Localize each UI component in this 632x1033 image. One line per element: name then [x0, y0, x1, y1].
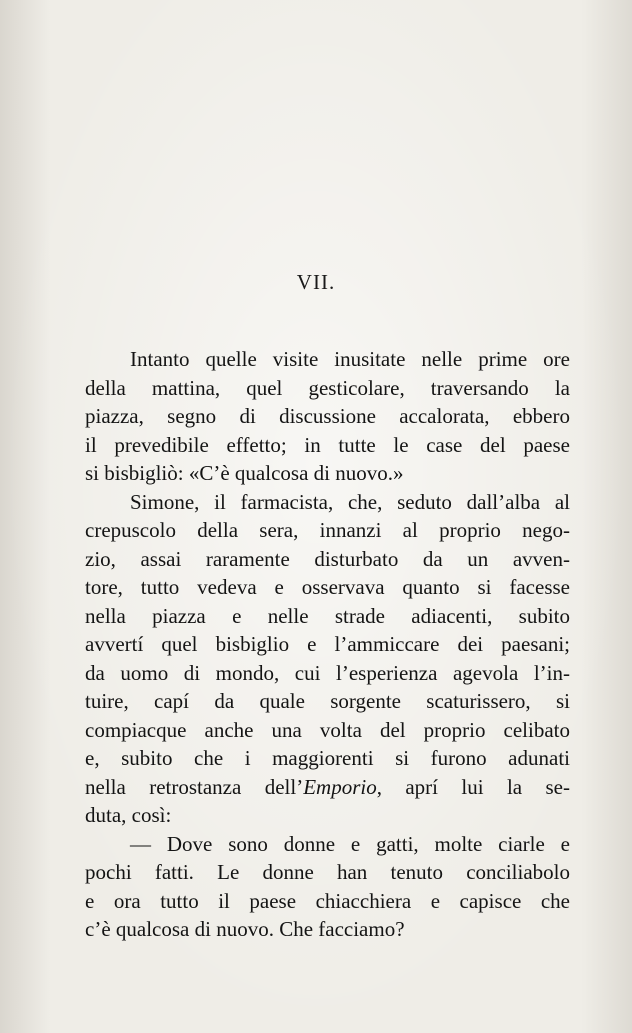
text-line: tuire, capí da quale sorgente scaturissero, si	[85, 689, 570, 713]
text-line: Simone, il farmacista, che, seduto dall’alba al	[130, 489, 570, 514]
text-line: il prevedibile effetto; in tutte le case del paese	[85, 432, 570, 457]
text-line: zio, assai raramente disturbato da un avven-	[85, 546, 570, 571]
text-line: e, subito che i maggiorenti si furono adunati	[85, 746, 570, 770]
paragraph-3	[85, 830, 570, 944]
text-line: duta, così:	[85, 803, 172, 827]
text-line: — Dove sono donne e gatti, molte ciarle e	[130, 831, 570, 856]
text-line: crepuscolo della sera, innanzi al proprio nego-	[85, 518, 570, 542]
text-line: nella piazza e nelle strade adiacenti, subito	[85, 603, 570, 628]
text-line: piazza, segno di discussione accalorata, ebbero	[85, 404, 570, 428]
text-line: Intanto quelle visite inusitate nelle prime ore	[130, 347, 570, 371]
text-line-emporio: nella retrostanza dell’Emporio, aprí lui la se-	[85, 774, 570, 799]
text-line: e ora tutto il paese chiacchiera e capisce che	[85, 888, 570, 913]
text-line: pochi fatti. Le donne han tenuto conciliabolo	[85, 860, 570, 884]
text-line: avvertí quel bisbiglio e l’ammiccare dei paesani;	[85, 632, 570, 656]
text-line: c’è qualcosa di nuovo. Che facciamo?	[85, 917, 405, 941]
text-line: della mattina, quel gesticolare, traversando la	[85, 375, 570, 400]
body-text	[85, 345, 570, 944]
text-line: tore, tutto vedeva e osservava quanto si facesse	[85, 575, 570, 599]
text-line: si bisbigliò: «C’è qualcosa di nuovo.»	[85, 461, 404, 485]
paragraph-1	[85, 345, 570, 488]
text-line: da uomo di mondo, cui l’esperienza agevola l’in-	[85, 660, 570, 685]
paragraph-2	[85, 488, 570, 830]
text-line: compiacque anche una volta del proprio celibato	[85, 717, 570, 742]
chapter-heading: VII.	[296, 270, 336, 294]
